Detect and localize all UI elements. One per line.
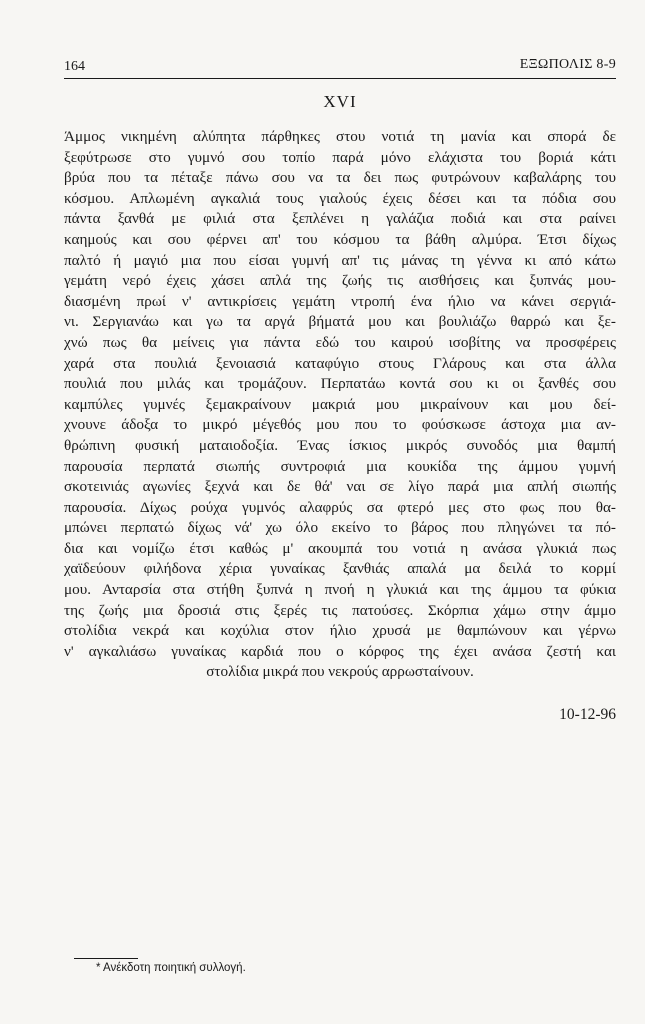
- text-line: παλτό ή μαγιό μια που είσαι γυμνή απ' τις μάνας τη γέννα κι από κάτω: [64, 251, 616, 269]
- footnote-rule: [74, 958, 138, 959]
- text-line: πουλιά που μιλάς και τρομάζουν. Περπατάω κοντά σου κι οι ξανθές σου: [64, 375, 616, 393]
- text-line: μου. Ανταρσία στα στήθη ξυπνά η πνοή η γλυκιά και της άμμου τα φύκια: [64, 581, 616, 599]
- poem-body: [64, 127, 616, 683]
- text-line: γεμάτη νερό έχεις χάσει απλά της ζωής τις αισθήσεις και ξυπνάς μου-: [64, 272, 616, 290]
- text-line: πάντα ξανθά με φιλιά στα ξεπλένει η γαλάζια ποδιά και στα ραίνει: [64, 210, 616, 228]
- text-line: ξεφύτρωσε στο γυμνό σου τοπίο παρά μόνο ελάχιστα του βοριά κάτι: [64, 148, 616, 166]
- running-head: ΕΞΩΠΟΛΙΣ 8-9: [519, 57, 616, 72]
- text-line: καμπύλες γυμνές ξεμακραίνουν μακριά μου μικραίνουν και μου δεί-: [64, 395, 616, 413]
- text-line: στολίδια νεκρά και κοχύλια στον ήλιο χρυσά με θαμπώνουν και γέρνω: [64, 622, 616, 640]
- text-line: χαρά στα πουλιά ξενοιασιά καταφύγιο στους Γλάρους και στα άλλα: [64, 354, 616, 372]
- section-title: XVI: [323, 92, 357, 111]
- text-line: Άμμος νικημένη αλύπητα πάρθηκες στου νοτιά τη μανία και σπορά δε: [64, 128, 616, 145]
- footnote: * Ανέκδοτη ποιητική συλλογή.: [96, 962, 246, 974]
- text-line: κόσμου. Απλωμένη αγκαλιά τους γιαλούς έχεις δέσει και τα πόδια σου: [64, 189, 616, 207]
- page-header: [64, 56, 616, 79]
- text-line: στολίδια μικρά που νεκρούς αρρωσταίνουν.: [206, 663, 474, 681]
- text-line: μπώνει περπατώ δίχως νά' χω όλο εκείνο το βάρος που πληγώνει τα πό-: [64, 519, 616, 537]
- text-line: παρουσία. Δίχως ρούχα γυμνός αλαφρύς σα φτερό μες στο φως που θα-: [64, 498, 616, 516]
- text-line: νι. Σεργιανάω και γω τα αργά βήματά μου και βουλιάζω θαρρώ και ξε-: [64, 313, 616, 331]
- page-number: 164: [64, 59, 85, 74]
- text-line: χνώ πως θα μείνεις για πάντα εδώ του καιρού ισοβίτης να προσφέρεις: [64, 333, 616, 351]
- poem-date: 10-12-96: [559, 706, 616, 723]
- text-line: της ζωής μια δροσιά στις ξερές τις πατούσες. Σκόρπια χάμω στην άμμο: [64, 601, 616, 619]
- text-line: καημούς και σου φέρνει απ' του κόσμου τα βάθη αλμύρα. Έτσι δίχως: [64, 230, 616, 248]
- text-line: χνουνε άδοξα το μικρό μέγεθός μου που το φούσκωσε άστοχα μια αν-: [64, 416, 616, 434]
- text-line: σκοτεινιάς αγωνίες ξεχνά και δε θά' ναι σε λίγο παρά μια απλή σιωπής: [64, 478, 616, 496]
- text-line: θρώπινη φυσική ματαιοδοξία. Ένας ίσκιος μικρός συνοδός μια θαμπή: [64, 436, 616, 454]
- text-line: δια και νομίζω έτσι καθώς μ' ακουμπά του νοτιά η ανάσα γλυκιά πως: [64, 539, 616, 557]
- text-line: παρουσία περπατά σιωπής συντροφιά μια κουκίδα της άμμου γυμνή: [64, 457, 616, 475]
- text-line: διασμένη πρωί ν' αντικρίσεις γεμάτη ντροπή ένα ήλιο να κάνει σεργιά-: [64, 292, 616, 310]
- text-line: χαϊδεύουν φιλήδονα χέρια γυναίκας ξανθιάς απαλά μα δειλά το κορμί: [64, 560, 616, 578]
- text-line: ν' αγκαλιάσω γυναίκας καρδιά που ο κόρφος της έχει ανάσα ζεστή και: [64, 642, 616, 660]
- text-line: βρύα που τα πέταξε πάνω σου να τα δει πως φυτρώνουν καβαλάρης του: [64, 169, 616, 187]
